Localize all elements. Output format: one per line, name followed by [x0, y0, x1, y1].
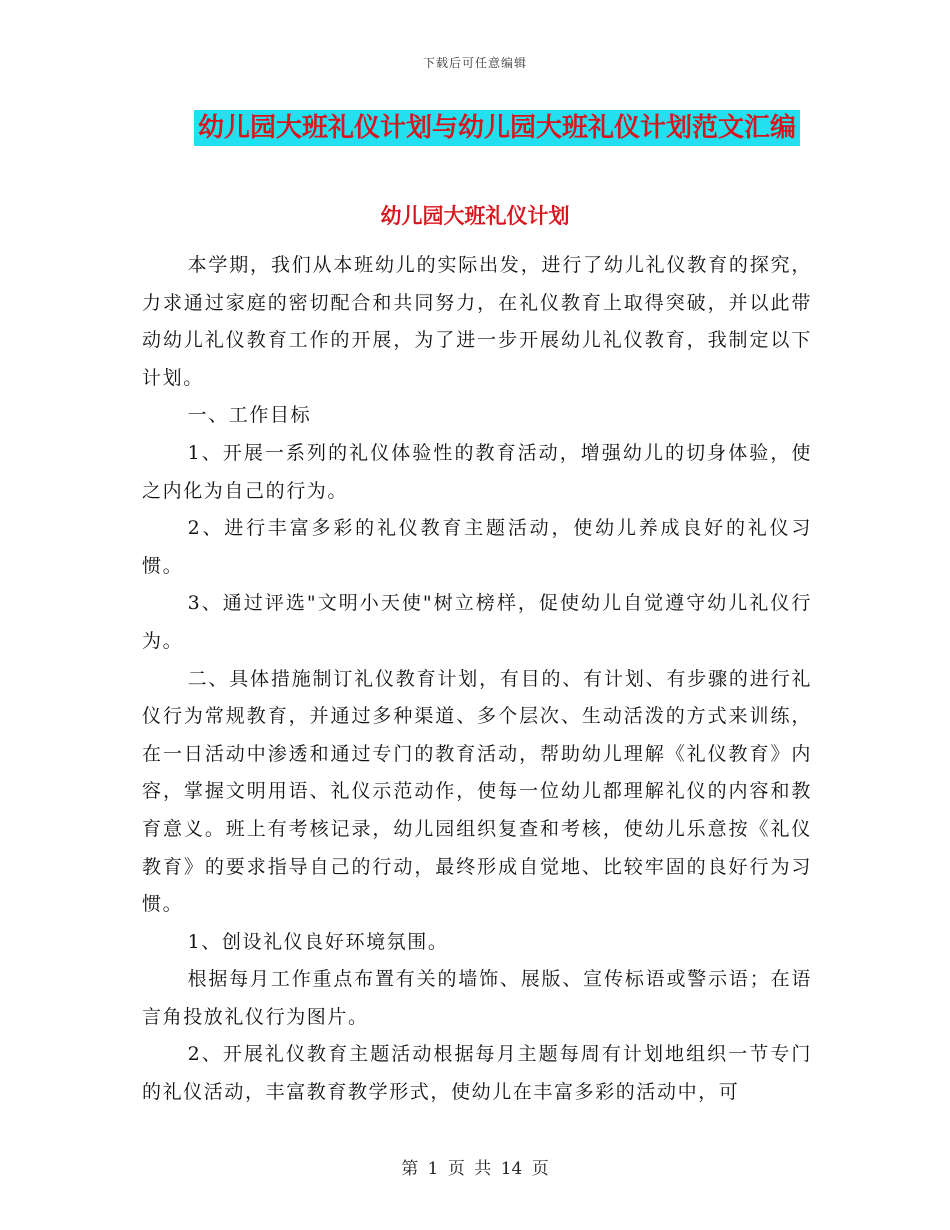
paragraph-intro: 本学期，我们从本班幼儿的实际出发，进行了幼儿礼仪教育的探究，力求通过家庭的密切配合和共同努力，在礼仪教育上取得突破，并以此带动幼儿礼仪教育工作的开展，为了进一步开展幼儿礼仪教育，我制定以下计划。 — [142, 254, 812, 389]
paragraph-environment: 根据每月工作重点布置有关的墙饰、展版、宣传标语或警示语；在语言角投放礼仪行为图片。 — [142, 968, 812, 1028]
paragraph-goal-1: 1、开展一系列的礼仪体验性的教育活动，增强幼儿的切身体验，使之内化为自己的行为。 — [142, 441, 812, 502]
paragraph-goal-2: 2、进行丰富多彩的礼仪教育主题活动，使幼儿养成良好的礼仪习惯。 — [142, 517, 812, 577]
section-title: 幼儿园大班礼仪计划 — [380, 204, 570, 228]
document-title: 幼儿园大班礼仪计划与幼儿园大班礼仪计划范文汇编 — [194, 110, 800, 146]
paragraph-goal-3: 3、通过评选"文明小天使"树立榜样，促使幼儿自觉遵守幼儿礼仪行为。 — [142, 592, 812, 652]
page-footer: 第 1 页 共 14 页 — [401, 1159, 549, 1179]
document-body — [142, 247, 812, 1112]
paragraph-measure-1: 1、创设礼仪良好环境氛围。 — [187, 930, 449, 953]
heading-work-goals: 一、工作目标 — [187, 404, 312, 427]
header-note: 下载后可任意编辑 — [422, 56, 527, 70]
paragraph-measure-2: 2、开展礼仪教育主题活动根据每月主题每周有计划地组织一节专门的礼仪活动，丰富教育教学形式，使幼儿在丰富多彩的活动中，可 — [142, 1043, 812, 1104]
paragraph-measures: 二、具体措施制订礼仪教育计划，有目的、有计划、有步骤的进行礼仪行为常规教育，并通过多种渠道、多个层次、生动活泼的方式来训练，在一日活动中渗透和通过专门的教育活动，帮助幼儿理解《礼仪教育》内容，掌握文明用语、礼仪示范动作，使每一位幼儿都理解礼仪的内容和教育意义。班上有考核记录，幼儿园组织复查和考核，使幼儿乐意按《礼仪教育》的要求指导自己的行动，最终形成自觉地、比较牢固的良好行为习惯。 — [142, 667, 812, 916]
